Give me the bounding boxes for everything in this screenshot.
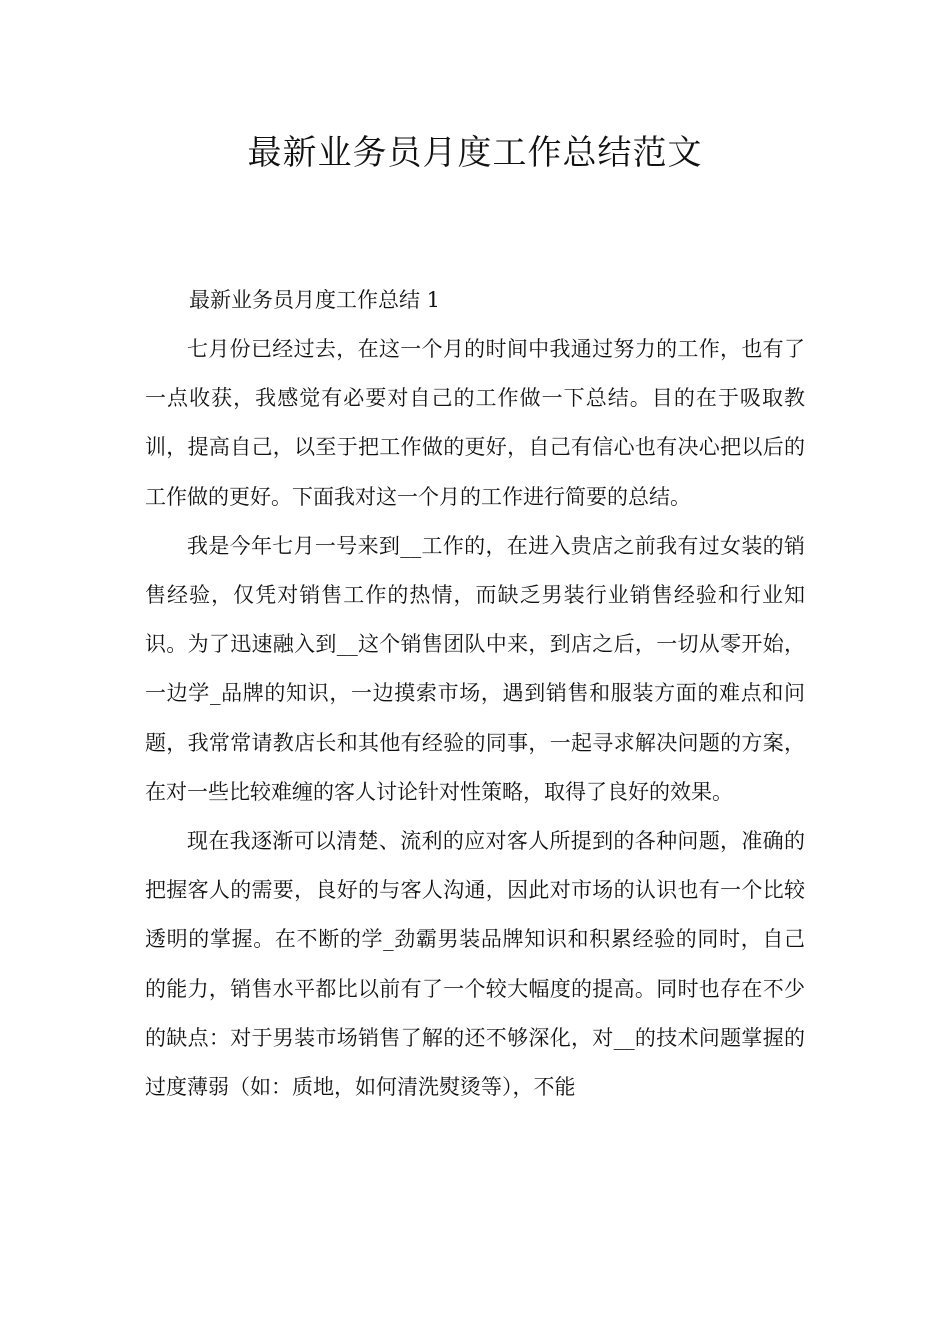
section-heading: 最新业务员月度工作总结 1 xyxy=(189,288,441,312)
document-body xyxy=(145,276,805,1112)
paragraph-3: 现在我逐渐可以清楚、流利的应对客人所提到的各种问题，准确的把握客人的需要，良好的与客人沟通，因此对市场的认识也有一个比较透明的掌握。在不断的学_劲霸男装品牌知识和积累经验的同时，自己的能力，销售水平都比以前有了一个较大幅度的提高。同时也存在不少的缺点：对于男装市场销售了解的还不够深化，对__的技术问题掌握的过度薄弱（如：质地，如何清洗熨烫等），不能 xyxy=(145,829,805,1100)
paragraph-1: 七月份已经过去，在这一个月的时间中我通过努力的工作，也有了一点收获，我感觉有必要对自己的工作做一下总结。目的在于吸取教训，提高自己，以至于把工作做的更好，自己有信心也有决心把以后的工作做的更好。下面我对这一个月的工作进行简要的总结。 xyxy=(145,337,805,509)
paragraph-2: 我是今年七月一号来到__工作的，在进入贵店之前我有过女装的销售经验，仅凭对销售工作的热情，而缺乏男装行业销售经验和行业知识。为了迅速融入到__这个销售团队中来，到店之后，一切从零开始，一边学_品牌的知识，一边摸索市场，遇到销售和服装方面的难点和问题，我常常请教店长和其他有经验的同事，一起寻求解决问题的方案，在对一些比较难缠的客人讨论针对性策略，取得了良好的效果。 xyxy=(145,533,805,804)
document-title: 最新业务员月度工作总结范文 xyxy=(247,133,703,173)
